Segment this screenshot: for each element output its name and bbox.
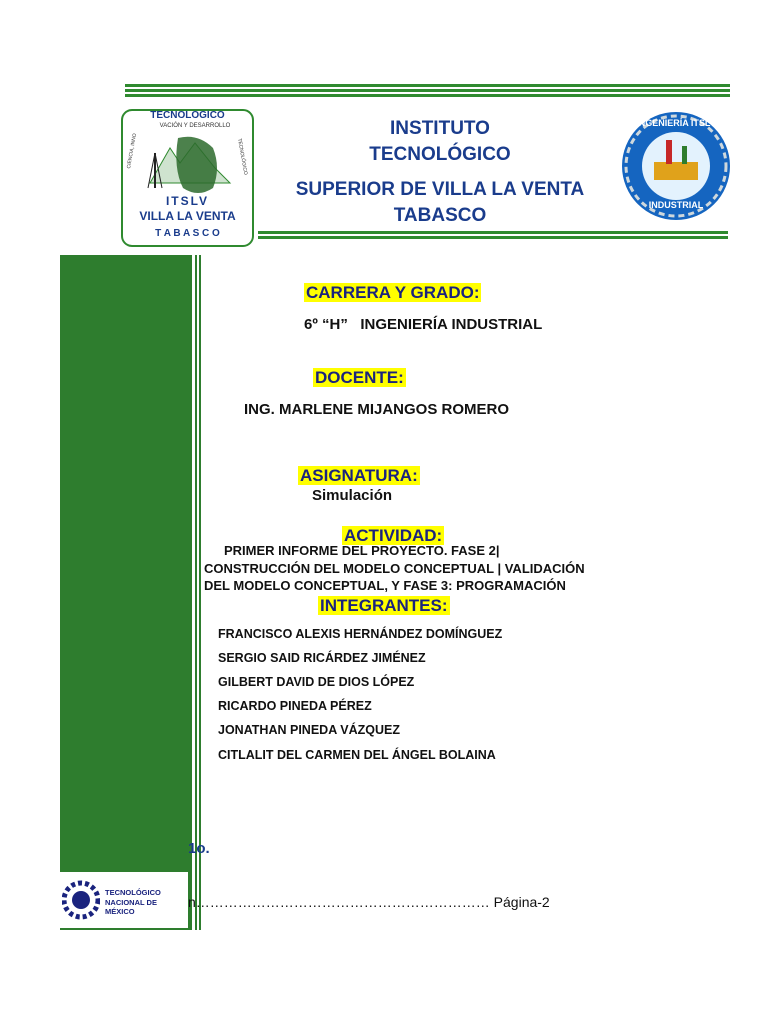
logo-side-right: TECNOLÓGICO (236, 138, 249, 176)
institute-line3: SUPERIOR DE VILLA LA VENTA (295, 179, 585, 200)
institute-line1: INSTITUTO (390, 118, 490, 139)
activity-label: ACTIVIDAD: (344, 526, 443, 545)
tecnm-logo (60, 872, 188, 928)
stray-text: 1o. (188, 840, 210, 857)
activity-line2: CONSTRUCCIÓN DEL MODELO CONCEPTUAL | VALIDACIÓN (204, 561, 585, 576)
subject-label: ASIGNATURA: (300, 466, 418, 485)
logo-ring-bottom: INDUSTRIAL (648, 200, 704, 210)
logo-state: T A B A S C O (155, 228, 220, 239)
activity-line3: DEL MODELO CONCEPTUAL, Y FASE 3: PROGRAMACIÓN (204, 578, 566, 593)
career-label: CARRERA Y GRADO: (306, 283, 480, 302)
career-value: 6º “H” INGENIERÍA INDUSTRIAL (304, 316, 543, 333)
logo-abbr: ITSLV (165, 194, 210, 208)
sidebar-lines (186, 255, 202, 930)
teacher-value: ING. MARLENE MIJANGOS ROMERO (244, 401, 510, 418)
institute-line2: TECNOLÓGICO (369, 144, 511, 165)
teacher-label: DOCENTE: (315, 368, 404, 387)
logo-side-left: CIENCIA, INNO (126, 132, 139, 170)
member-item: SERGIO SAID RICÁRDEZ JIMÉNEZ (218, 651, 426, 665)
member-item: FRANCISCO ALEXIS HERNÁNDEZ DOMÍNGUEZ (218, 627, 503, 641)
member-item: JONATHAN PINEDA VÁZQUEZ (218, 723, 400, 737)
header-top-rule (125, 84, 730, 98)
member-item: CITLALIT DEL CARMEN DEL ÁNGEL BOLAINA (218, 748, 496, 762)
toc-line: n……………………………………………………… Página-2 (188, 894, 550, 910)
logo-top-text: TECNOLOGICO (150, 110, 225, 121)
activity-line1: PRIMER INFORME DEL PROYECTO. FASE 2| (224, 543, 500, 558)
itslv-logo (120, 108, 255, 248)
subject-value: Simulación (312, 487, 393, 504)
tecnm-line2: NACIONAL DE MÉXICO (105, 898, 157, 916)
member-item: GILBERT DAVID DE DIOS LÓPEZ (218, 675, 415, 689)
members-label: INTEGRANTES: (320, 596, 448, 615)
logo-name: VILLA LA VENTA (139, 209, 236, 223)
header-bottom-rule (258, 231, 728, 245)
member-item: RICARDO PINEDA PÉREZ (218, 699, 372, 713)
logo-arc-text: VACIÓN Y DESARROLLO (159, 123, 231, 129)
logo-ring-top: INGENIERÍA ITSLV (636, 118, 716, 128)
green-sidebar (60, 255, 188, 930)
tecnm-line1: TECNOLÓGICO (105, 888, 161, 897)
industrial-engineering-logo (620, 110, 732, 222)
institute-line4: TABASCO (393, 205, 487, 226)
